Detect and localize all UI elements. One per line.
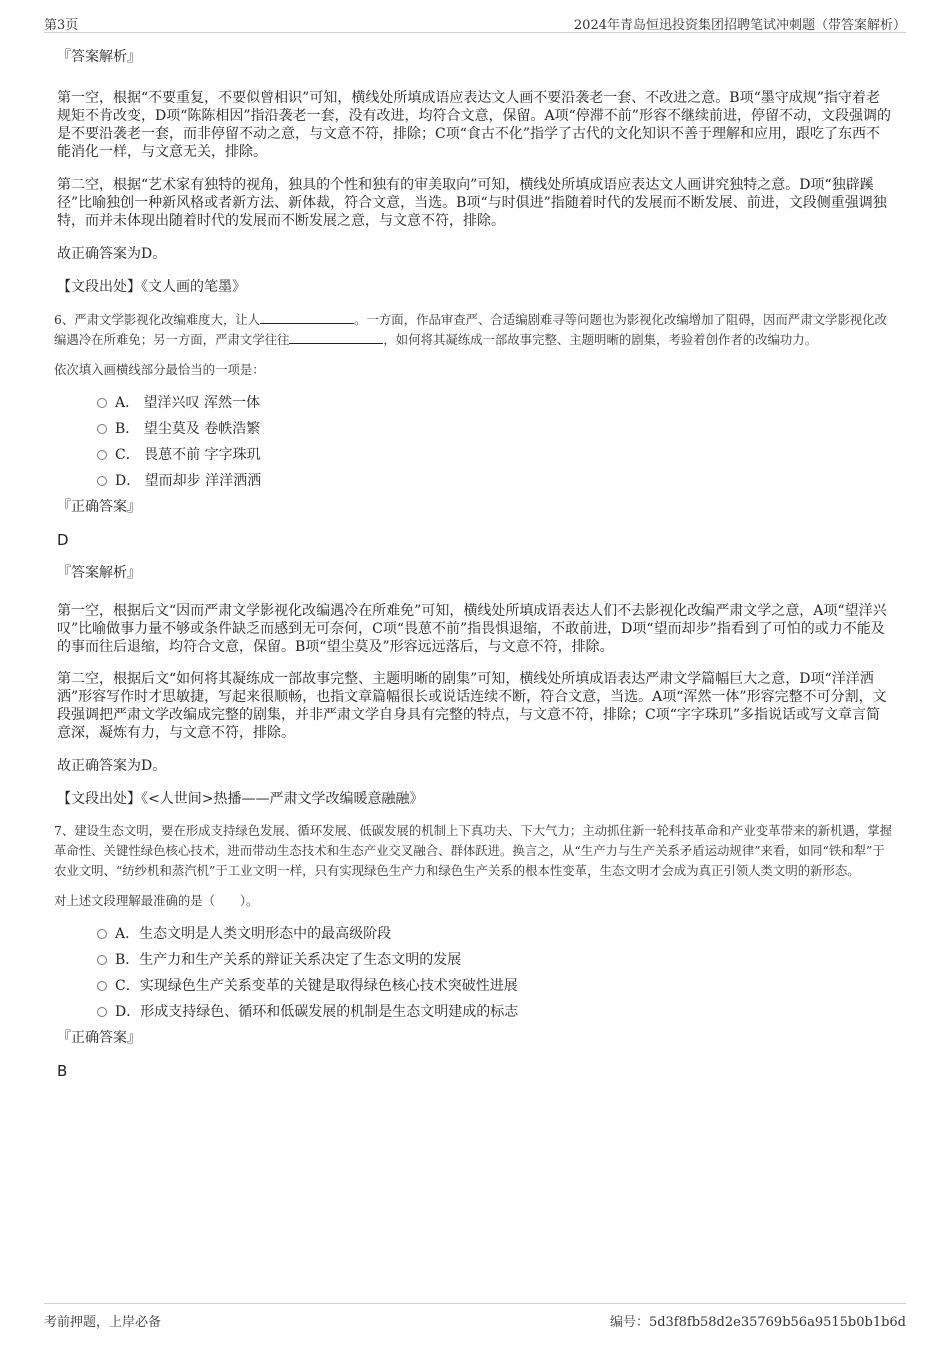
prev-analysis-label: 『答案解析』 <box>57 49 141 65</box>
option-c[interactable]: C．实现绿色生产关系变革的关键是取得绿色核心技术突破性进展 <box>97 973 893 999</box>
prev-source: 【文段出处】《文人画的笔墨》 <box>57 279 246 295</box>
radio-icon[interactable] <box>97 476 107 486</box>
page-footer <box>44 1303 906 1330</box>
blank-1 <box>260 311 354 324</box>
page-content <box>54 44 893 1095</box>
question-7-options <box>97 921 893 1025</box>
question-6-options <box>97 390 893 494</box>
option-d[interactable]: D． 望而却步 洋洋洒洒 <box>97 468 893 494</box>
question-7-prompt: 对上述文段理解最准确的是（ ）。 <box>54 893 259 908</box>
option-c[interactable]: C． 畏葸不前 字字珠玑 <box>97 442 893 468</box>
prev-analysis-para-2: 第二空，根据“艺术家有独特的视角，独具的个性和独有的审美取向”可知，横线处所填成语应表达文人画讲究独特之意。D项“独辟蹊径”比喻独创一种新风格或者新方法、新体裁，符合文意，当选。B项“与时俱进”指随着时代的发展而不断发展、前进，文段侧重强调独特，而并未体现出随着时代的发展而不断发展之意，与文意不符，排除。 <box>57 177 887 229</box>
question-6-prompt: 依次填入画横线部分最恰当的一项是： <box>54 362 265 377</box>
option-d[interactable]: D．形成支持绿色、循环和低碳发展的机制是生态文明建成的标志 <box>97 999 893 1025</box>
radio-icon[interactable] <box>97 1007 107 1017</box>
blank-2 <box>289 331 383 344</box>
radio-icon[interactable] <box>97 955 107 965</box>
radio-icon[interactable] <box>97 929 107 939</box>
question-6-analysis-para-2: 第二空，根据后文“如何将其凝练成一部故事完整、主题明晰的剧集”可知，横线处所填成语表达严肃文学篇幅巨大之意，D项“洋洋洒洒”形容写作时才思敏捷，写起来很顺畅，也指文章篇幅很长或说话连续不断，符合文意，当选。A项“浑然一体”形容完整不可分割，文段强调把严肃文学改编成完整的剧集，并非严肃文学自身具有完整的特点，与文意不符，排除；C项“字字珠玑”多指说话或写文章言简意深，凝炼有力，与文意不符，排除。 <box>57 671 887 741</box>
question-7-stem: 7、建设生态文明，要在形成支持绿色发展、循环发展、低碳发展的机制上下真功夫、下大气力；主动抓住新一轮科技革命和产业变革带来的新机遇，掌握革命性、关键性绿色核心技术，进而带动生态技术和生态产业交叉融合、群体跃进。换言之，从“生产力与生产关系矛盾运动规律”来看，如同“铁和犁”于农业文明、“纺纱机和蒸汽机”于工业文明一样，只有实现绿色生产力和绿色生产关系的根本性变革，生态文明才会成为真正引领人类文明的新形态。 <box>54 823 893 878</box>
question-7-correct-answer: B <box>57 1062 68 1080</box>
question-6-source: 【文段出处】《<人世间>热播——严肃文学改编暖意融融》 <box>57 791 424 807</box>
page-header <box>44 14 906 33</box>
radio-icon[interactable] <box>97 450 107 460</box>
prev-analysis-para-1: 第一空，根据“不要重复，不要似曾相识”可知，横线处所填成语应表达文人画不要沿袭老一套、不改进之意。B项“墨守成规”指守着老规矩不肯改变，D项“陈陈相因”指沿袭老一套，没有改进，均符合文意，保留。A项“停滞不前”形容不继续前进，停留不动，文段强调的是不要沿袭老一套，而非停留不动之意，与文意不符，排除；C项“食古不化”指学了古代的文化知识不善于理解和应用，跟吃了东西不能消化一样，与文意无关，排除。 <box>57 90 891 160</box>
footer-serial: 编号：5d3f8fb58d2e35769b56a9515b0b1b6d <box>609 1315 906 1330</box>
option-a[interactable]: A．生态文明是人类文明形态中的最高级阶段 <box>97 921 893 947</box>
question-6-analysis-para-1: 第一空，根据后文“因而严肃文学影视化改编遇冷在所难免”可知，横线处所填成语表达人们不去影视化改编严肃文学之意，A项“望洋兴叹”比喻做事力量不够或条件缺乏而感到无可奈何，C项“畏葸不前”指畏惧退缩，不敢前进，D项“望而却步”指看到了可怕的或力不能及的事而往后退缩，均符合文意，保留。B项“望尘莫及”形容远远落后，与文意不符，排除。 <box>57 603 887 655</box>
prev-conclusion: 故正确答案为D。 <box>57 246 167 262</box>
radio-icon[interactable] <box>97 424 107 434</box>
question-6-stem: 6、严肃文学影视化改编难度大，让人 。一方面，作品审查严、合适编剧难寻等问题也为影视化改编增加了阻碍，因而严肃文学影视化改编遇冷在所难免；另一方面，严肃文学往往 ，如何将其凝练成一部故事完整、主题明晰的剧集，考验着创作者的改编功力。 <box>54 312 887 347</box>
question-6-correct-answer: D <box>57 531 69 549</box>
option-b[interactable]: B． 望尘莫及 卷帙浩繁 <box>97 416 893 442</box>
question-7-correct-label: 『正确答案』 <box>57 1030 141 1046</box>
document-title: 2024年青岛恒迅投资集团招聘笔试冲刺题（带答案解析） <box>573 18 906 33</box>
option-b[interactable]: B．生产力和生产关系的辩证关系决定了生态文明的发展 <box>97 947 893 973</box>
radio-icon[interactable] <box>97 398 107 408</box>
page-number: 第3页 <box>44 18 79 33</box>
question-6-analysis-label: 『答案解析』 <box>57 565 141 581</box>
question-6-correct-label: 『正确答案』 <box>57 499 141 515</box>
footer-slogan: 考前押题，上岸必备 <box>44 1315 162 1330</box>
option-a[interactable]: A． 望洋兴叹 浑然一体 <box>97 390 893 416</box>
question-6-conclusion: 故正确答案为D。 <box>57 758 167 774</box>
radio-icon[interactable] <box>97 981 107 991</box>
